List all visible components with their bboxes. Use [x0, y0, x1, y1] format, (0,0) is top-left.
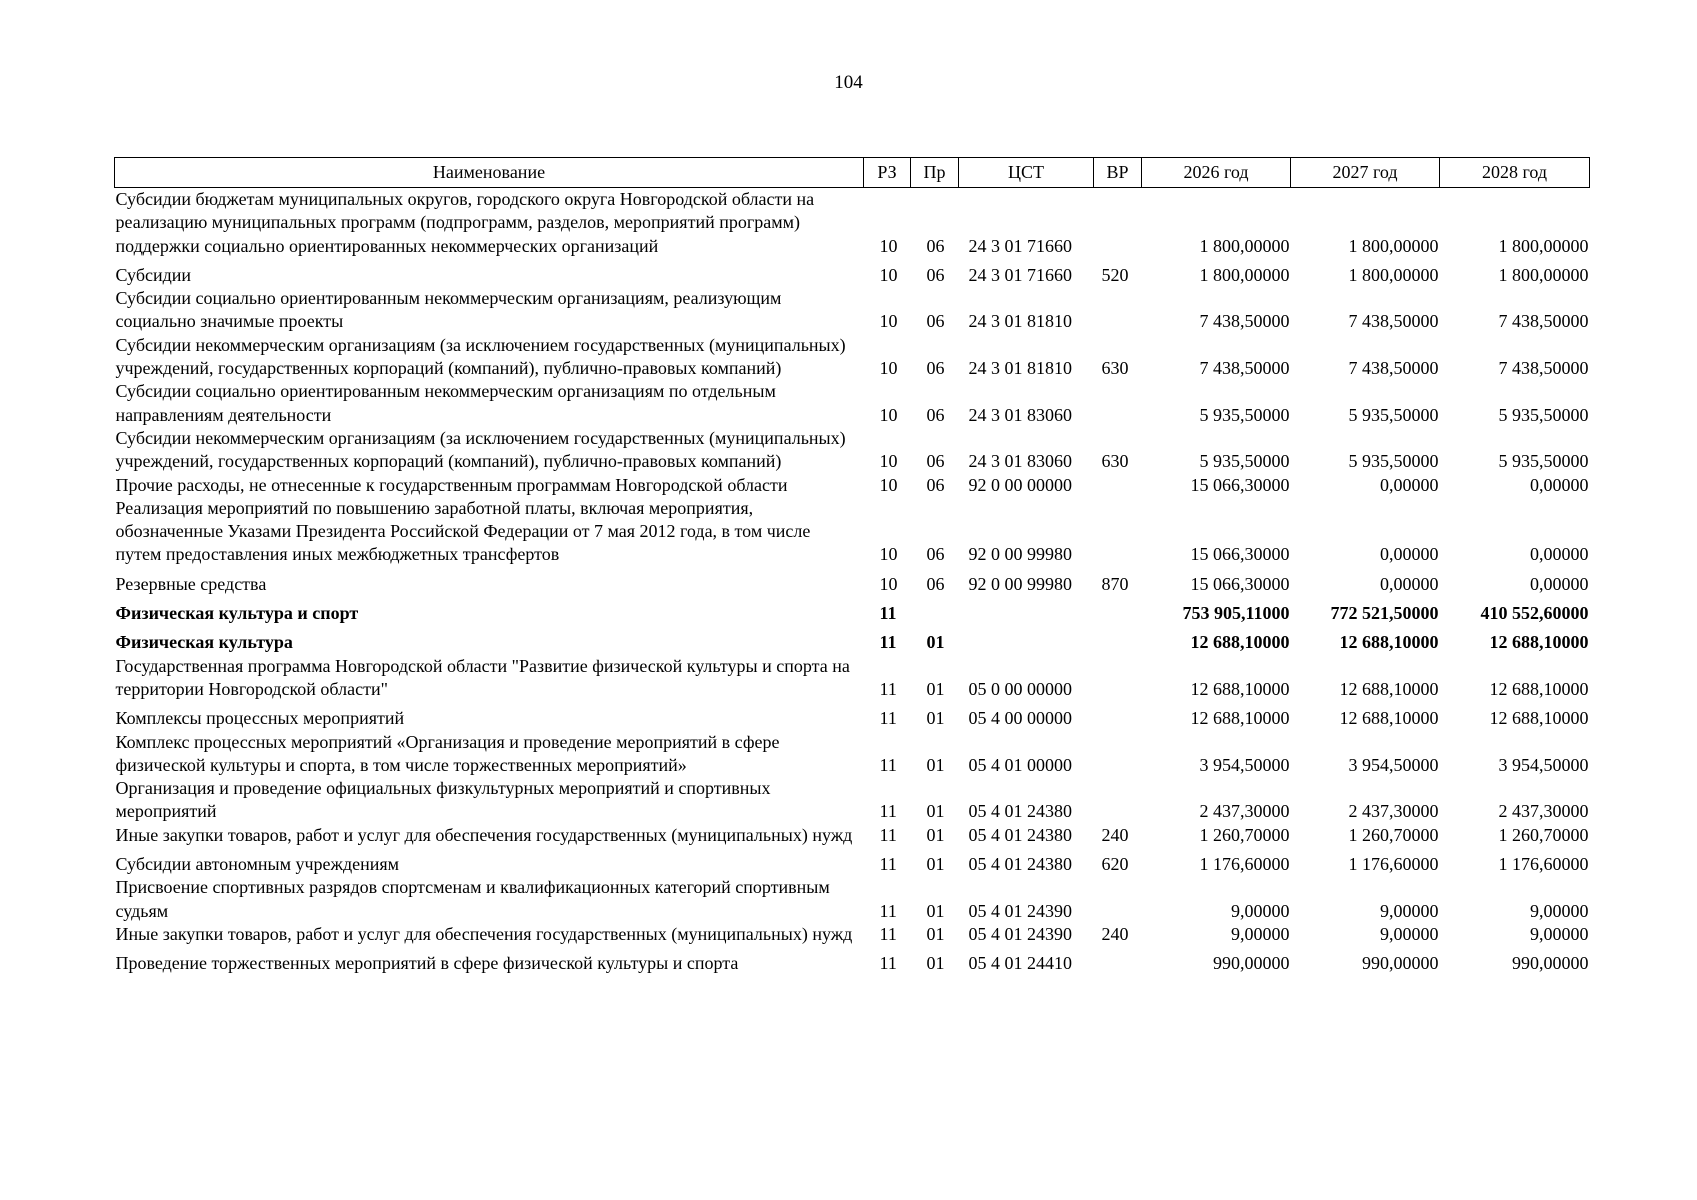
- row-pr: 01: [926, 678, 945, 699]
- row-cst: 24 3 01 83060: [968, 451, 1072, 472]
- row-2028: 1 176,60000: [1498, 854, 1589, 875]
- row-name: Резервные средства: [115, 573, 267, 594]
- table-row: [115, 655, 1590, 702]
- row-rz: 11: [879, 708, 897, 729]
- row-rz: 11: [879, 678, 897, 699]
- row-vr: 520: [1101, 264, 1129, 285]
- row-2026: 7 438,50000: [1199, 311, 1290, 332]
- row-rz: 11: [879, 754, 897, 775]
- header-vr: ВР: [1094, 158, 1142, 188]
- row-rz: 10: [879, 404, 898, 425]
- row-name: Физическая культура: [115, 632, 293, 653]
- row-rz: 11: [879, 900, 897, 921]
- row-2028: 2 437,30000: [1498, 801, 1589, 822]
- row-vr: [1094, 188, 1142, 258]
- row-pr: 06: [926, 264, 945, 285]
- row-cst: 05 4 01 24410: [968, 953, 1072, 974]
- row-2027: 5 935,50000: [1348, 451, 1439, 472]
- row-2027: 2 437,30000: [1348, 801, 1439, 822]
- row-name: Субсидии социально ориентированным некоммерческим организациям по отдельным направлениям деятельности: [115, 381, 776, 425]
- row-cst: 24 3 01 71660: [968, 264, 1072, 285]
- table-row: [115, 258, 1590, 287]
- row-2026: 3 954,50000: [1199, 754, 1290, 775]
- row-pr: 01: [926, 801, 945, 822]
- row-2027: 9,00000: [1380, 923, 1439, 944]
- row-cst: 05 4 01 24380: [968, 801, 1072, 822]
- row-2026: 7 438,50000: [1199, 358, 1290, 379]
- row-pr: 06: [926, 544, 945, 565]
- header-rz: РЗ: [864, 158, 911, 188]
- row-rz: 10: [879, 264, 898, 285]
- table-row: [115, 567, 1590, 596]
- row-vr: [1094, 701, 1142, 730]
- row-2028: 1 800,00000: [1498, 235, 1589, 256]
- row-vr: 630: [1101, 451, 1129, 472]
- row-vr: [1094, 625, 1142, 654]
- row-pr: 06: [926, 404, 945, 425]
- row-pr: 01: [926, 900, 945, 921]
- table-row: [115, 731, 1590, 778]
- row-name: Субсидии социально ориентированным некоммерческим организациям, реализующим социально значимые проекты: [115, 288, 782, 332]
- table-row: [115, 923, 1590, 946]
- row-2026: 5 935,50000: [1199, 451, 1290, 472]
- row-rz: 11: [879, 854, 897, 875]
- row-vr: [1094, 596, 1142, 625]
- row-rz: 10: [879, 573, 898, 594]
- row-rz: 11: [879, 923, 897, 944]
- row-2026: 12 688,10000: [1190, 632, 1290, 653]
- row-2028: 9,00000: [1530, 923, 1589, 944]
- row-2028: 12 688,10000: [1489, 708, 1589, 729]
- row-2028: 0,00000: [1530, 573, 1589, 594]
- row-2028: 7 438,50000: [1498, 358, 1589, 379]
- row-name: Иные закупки товаров, работ и услуг для обеспечения государственных (муниципальных) нужд: [115, 923, 853, 944]
- row-pr: 01: [926, 754, 945, 775]
- row-cst: 05 4 01 24390: [968, 900, 1072, 921]
- row-cst: 24 3 01 81810: [968, 358, 1072, 379]
- row-vr: 240: [1101, 923, 1129, 944]
- row-2027: 12 688,10000: [1339, 708, 1439, 729]
- row-2026: 12 688,10000: [1190, 708, 1290, 729]
- row-cst: 05 4 01 24380: [968, 854, 1072, 875]
- row-2027: 1 176,60000: [1348, 854, 1439, 875]
- row-2027: 1 800,00000: [1348, 264, 1439, 285]
- header-name: Наименование: [115, 158, 864, 188]
- row-cst: 92 0 00 99980: [968, 544, 1072, 565]
- row-name: Комплекс процессных мероприятий «Организация и проведение мероприятий в сфере физической культуры и спорта, в том числе торжественных мероприятий»: [115, 731, 780, 775]
- table-row: [115, 474, 1590, 497]
- row-2026: 1 176,60000: [1199, 854, 1290, 875]
- row-2027: 7 438,50000: [1348, 311, 1439, 332]
- row-2028: 410 552,60000: [1480, 603, 1589, 624]
- row-name: Проведение торжественных мероприятий в сфере физической культуры и спорта: [115, 953, 739, 974]
- row-2026: 9,00000: [1231, 900, 1290, 921]
- row-2027: 9,00000: [1380, 900, 1439, 921]
- row-cst: 92 0 00 00000: [968, 474, 1072, 495]
- row-name: Организация и проведение официальных физкультурных мероприятий и спортивных мероприятий: [115, 778, 771, 822]
- header-2028: 2028 год: [1440, 158, 1590, 188]
- row-vr: 620: [1101, 854, 1129, 875]
- row-2026: 990,00000: [1213, 953, 1290, 974]
- row-2027: 3 954,50000: [1348, 754, 1439, 775]
- row-vr: 870: [1101, 573, 1129, 594]
- row-2027: 1 260,70000: [1348, 824, 1439, 845]
- row-2027: 990,00000: [1362, 953, 1439, 974]
- table-header: [115, 158, 1590, 188]
- row-name: Присвоение спортивных разрядов спортсменам и квалификационных категорий спортивным судьям: [115, 877, 830, 921]
- table-row: [115, 497, 1590, 567]
- row-2027: 0,00000: [1380, 544, 1439, 565]
- table-row: [115, 824, 1590, 847]
- row-pr: 01: [926, 854, 945, 875]
- row-2026: 12 688,10000: [1190, 678, 1290, 699]
- row-2028: 12 688,10000: [1489, 678, 1589, 699]
- row-pr: 06: [926, 573, 945, 594]
- row-pr: 06: [926, 358, 945, 379]
- row-name: Субсидии: [115, 264, 192, 285]
- row-vr: [1094, 497, 1142, 567]
- row-vr: [1094, 876, 1142, 923]
- row-rz: 10: [879, 235, 898, 256]
- row-cst: 24 3 01 71660: [968, 235, 1072, 256]
- row-2027: 0,00000: [1380, 573, 1439, 594]
- table-row: [115, 701, 1590, 730]
- row-cst: 05 0 00 00000: [968, 678, 1072, 699]
- row-pr: 06: [926, 311, 945, 332]
- row-rz: 11: [879, 603, 897, 624]
- row-2028: 1 800,00000: [1498, 264, 1589, 285]
- table-row: [115, 946, 1590, 975]
- row-vr: [1094, 655, 1142, 702]
- row-vr: [1094, 287, 1142, 334]
- row-name: Субсидии автономным учреждениям: [115, 854, 400, 875]
- row-2027: 0,00000: [1380, 474, 1439, 495]
- row-vr: [1094, 731, 1142, 778]
- row-pr: 01: [926, 824, 945, 845]
- row-2028: 3 954,50000: [1498, 754, 1589, 775]
- row-2026: 2 437,30000: [1199, 801, 1290, 822]
- row-2028: 0,00000: [1530, 474, 1589, 495]
- row-rz: 11: [879, 801, 897, 822]
- row-2027: 7 438,50000: [1348, 358, 1439, 379]
- row-name: Реализация мероприятий по повышению заработной платы, включая мероприятия, обозначенные Указами Президента Российской Федерации от 7 мая 2012 года, в том числе путем предоставления иных межбюджетных трансфертов: [115, 497, 811, 565]
- row-rz: 10: [879, 311, 898, 332]
- row-2026: 15 066,30000: [1190, 474, 1290, 495]
- row-cst: 24 3 01 83060: [968, 404, 1072, 425]
- table-body: [115, 188, 1590, 976]
- row-pr: 01: [926, 708, 945, 729]
- row-pr: 01: [926, 923, 945, 944]
- row-name: Субсидии некоммерческим организациям (за исключением государственных (муниципальных) учреждений, государственных корпораций (компаний), публично-правовых компаний): [115, 334, 846, 379]
- table-row: [115, 876, 1590, 923]
- row-vr: [1094, 474, 1142, 497]
- row-2026: 15 066,30000: [1190, 544, 1290, 565]
- header-2027: 2027 год: [1291, 158, 1440, 188]
- header-row: [115, 158, 1590, 188]
- header-2026: 2026 год: [1142, 158, 1291, 188]
- row-rz: 10: [879, 544, 898, 565]
- table-row: [115, 287, 1590, 334]
- row-2028: 0,00000: [1530, 544, 1589, 565]
- row-rz: 11: [879, 953, 897, 974]
- row-2027: 12 688,10000: [1339, 678, 1439, 699]
- row-2026: 5 935,50000: [1199, 404, 1290, 425]
- row-name: Прочие расходы, не отнесенные к государственным программам Новгородской области: [115, 474, 788, 495]
- row-2026: 15 066,30000: [1190, 573, 1290, 594]
- row-2026: 1 260,70000: [1199, 824, 1290, 845]
- row-2028: 5 935,50000: [1498, 404, 1589, 425]
- row-name: Субсидии некоммерческим организациям (за исключением государственных (муниципальных) учреждений, государственных корпораций (компаний), публично-правовых компаний): [115, 427, 846, 472]
- row-2028: 12 688,10000: [1489, 632, 1589, 653]
- row-vr: 630: [1101, 358, 1129, 379]
- row-cst: 05 4 01 00000: [968, 754, 1072, 775]
- row-2027: 12 688,10000: [1339, 632, 1439, 653]
- row-pr: 06: [926, 474, 945, 495]
- row-pr: [911, 596, 959, 625]
- row-2028: 1 260,70000: [1498, 824, 1589, 845]
- row-2028: 7 438,50000: [1498, 311, 1589, 332]
- row-cst: 92 0 00 99980: [968, 573, 1072, 594]
- table-row: [115, 380, 1590, 427]
- row-cst: [959, 596, 1094, 625]
- row-2028: 9,00000: [1530, 900, 1589, 921]
- row-rz: 10: [879, 474, 898, 495]
- row-2026: 1 800,00000: [1199, 264, 1290, 285]
- table-row: [115, 777, 1590, 824]
- row-vr: [1094, 946, 1142, 975]
- row-pr: 01: [926, 632, 945, 653]
- row-cst: 24 3 01 81810: [968, 311, 1072, 332]
- budget-table: [114, 157, 1590, 976]
- row-vr: [1094, 380, 1142, 427]
- row-vr: 240: [1101, 824, 1129, 845]
- row-2027: 5 935,50000: [1348, 404, 1439, 425]
- row-rz: 10: [879, 451, 898, 472]
- table-row: [115, 625, 1590, 654]
- row-2027: 772 521,50000: [1330, 603, 1439, 624]
- row-pr: 06: [926, 451, 945, 472]
- row-2027: 1 800,00000: [1348, 235, 1439, 256]
- row-name: Государственная программа Новгородской области "Развитие физической культуры и спорта на территории Новгородской области": [115, 655, 850, 699]
- row-name: Комплексы процессных мероприятий: [115, 708, 405, 729]
- row-rz: 10: [879, 358, 898, 379]
- row-vr: [1094, 777, 1142, 824]
- row-pr: 01: [926, 953, 945, 974]
- table-row: [115, 427, 1590, 474]
- header-pr: Пр: [911, 158, 959, 188]
- row-name: Физическая культура и спорт: [115, 603, 359, 624]
- row-cst: [959, 625, 1094, 654]
- row-rz: 11: [879, 824, 897, 845]
- page-number: 104: [834, 72, 863, 93]
- table-row: [115, 188, 1590, 258]
- table-row: [115, 596, 1590, 625]
- row-2026: 9,00000: [1231, 923, 1290, 944]
- row-2026: 1 800,00000: [1199, 235, 1290, 256]
- row-cst: 05 4 01 24390: [968, 923, 1072, 944]
- row-2028: 990,00000: [1512, 953, 1589, 974]
- row-rz: 11: [879, 632, 897, 653]
- header-cst: ЦСТ: [959, 158, 1094, 188]
- row-cst: 05 4 01 24380: [968, 824, 1072, 845]
- row-name: Иные закупки товаров, работ и услуг для обеспечения государственных (муниципальных) нужд: [115, 824, 853, 845]
- row-2028: 5 935,50000: [1498, 451, 1589, 472]
- table-row: [115, 847, 1590, 876]
- row-2026: 753 905,11000: [1182, 603, 1290, 624]
- table-row: [115, 334, 1590, 381]
- row-pr: 06: [926, 235, 945, 256]
- row-cst: 05 4 00 00000: [968, 708, 1072, 729]
- row-name: Субсидии бюджетам муниципальных округов, городского округа Новгородской области на реализацию муниципальных программ (подпрограмм, разделов, мероприятий программ) поддержки социально ориентированных некоммерческих организаций: [115, 189, 815, 256]
